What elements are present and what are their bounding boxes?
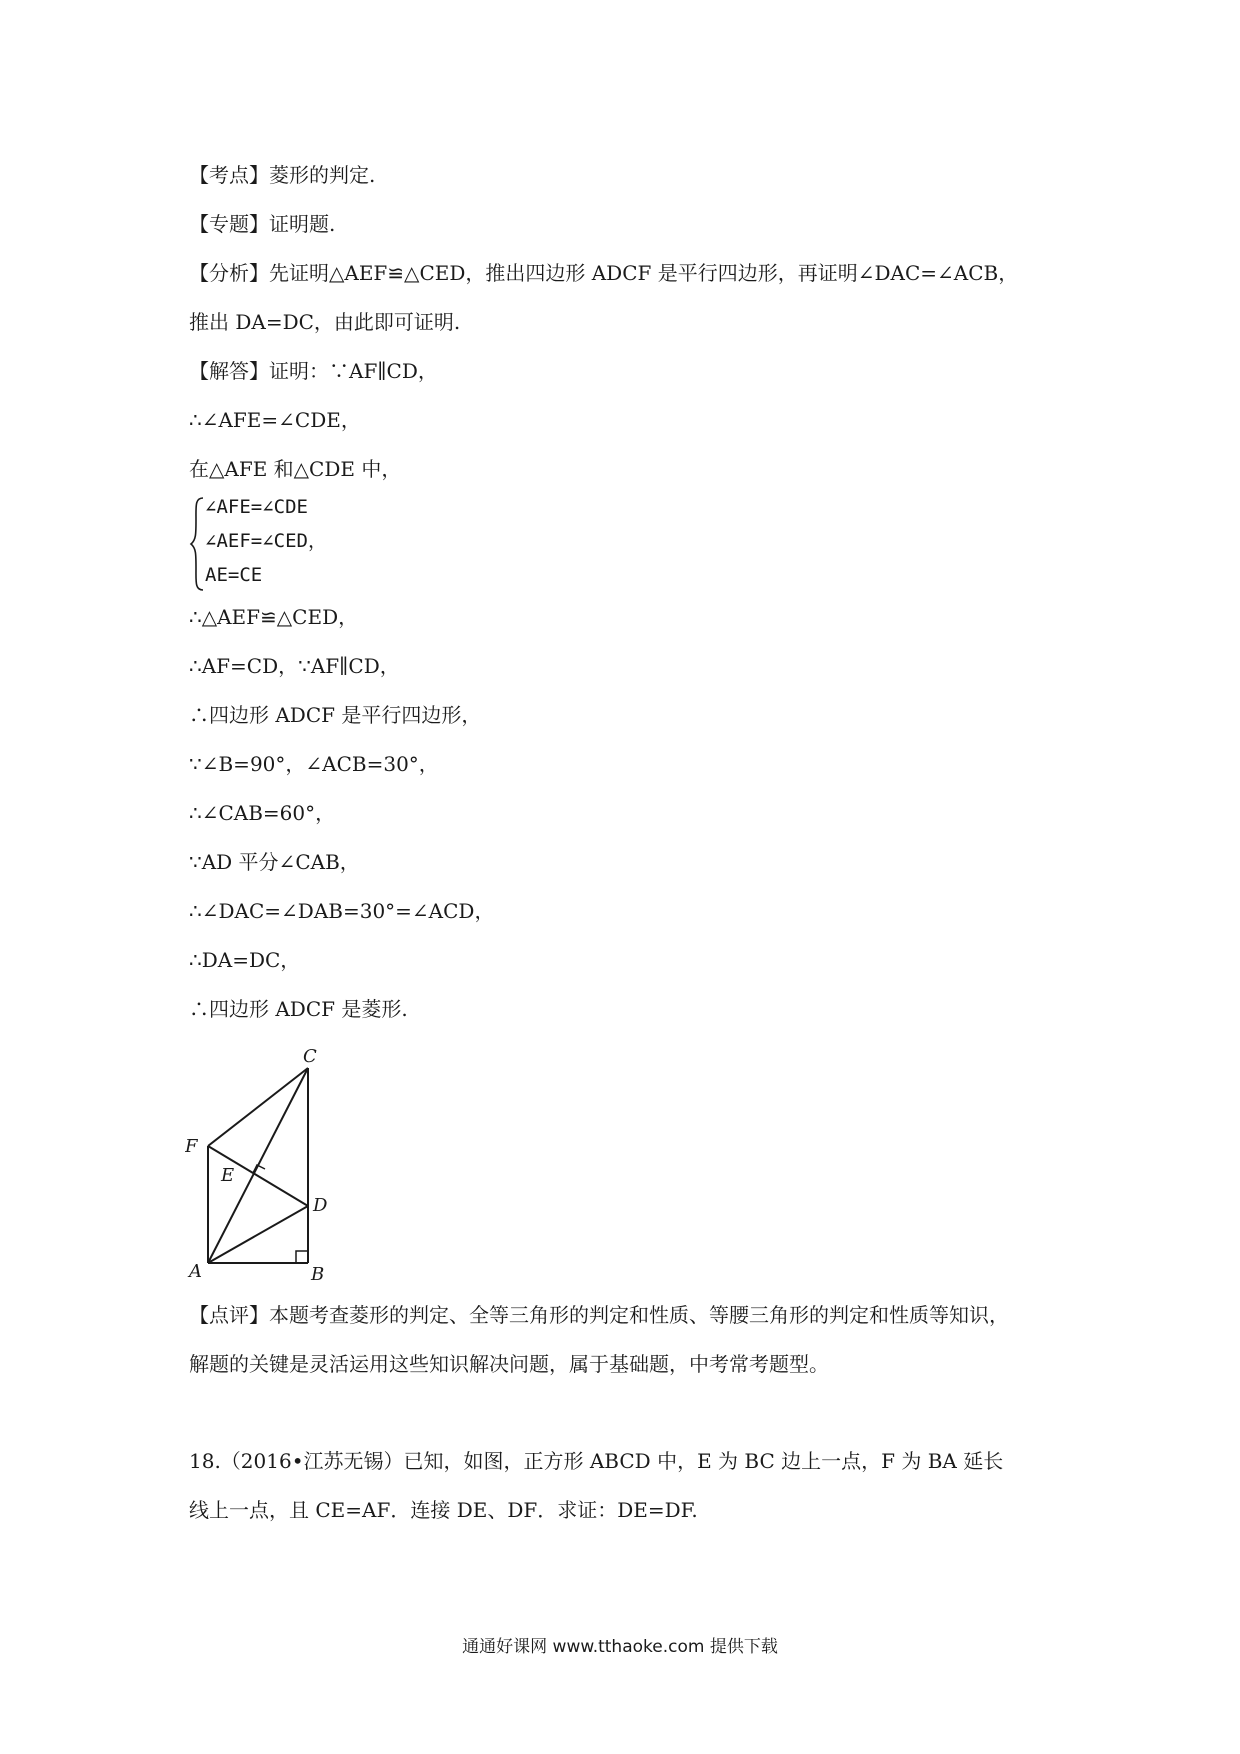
label-D: D [313,1195,328,1216]
proof-step-4: ∴AF=CD，∵AF∥CD， [189,654,400,678]
proof-step-1: ∴∠AFE=∠CDE， [189,408,361,432]
problem-18-line-2: 线上一点，且 CE=AF．连接 DE、DF．求证：DE=DF. [189,1498,698,1522]
label-C: C [303,1046,317,1067]
dianping-line-2: 解题的关键是灵活运用这些知识解决问题，属于基础题，中考常考题型。 [189,1352,829,1376]
problem-18-line-1: 18.（2016•江苏无锡）已知，如图，正方形 ABCD 中，E 为 BC 边上一点，F 为 BA 延长 [189,1449,1004,1473]
proof-step-10: ∴DA=DC， [189,948,301,972]
label-F: F [185,1136,198,1157]
label-B: B [311,1264,325,1285]
kaodian-line: 【考点】菱形的判定. [189,163,376,187]
system-line-3: AE=CE [205,564,263,586]
jieda-line: 【解答】证明：∵AF∥CD， [189,359,438,383]
proof-step-7: ∴∠CAB=60°， [189,801,336,825]
system-line-1: ∠AFE=∠CDE [205,496,308,518]
zhuanti-line: 【专题】证明题. [189,212,336,236]
proof-step-6: ∵∠B=90°，∠ACB=30°， [189,752,439,776]
proof-step-2: 在△AFE 和△CDE 中， [189,457,402,481]
dianping-line-1: 【点评】本题考查菱形的判定、全等三角形的判定和性质、等腰三角形的判定和性质等知识， [189,1303,1009,1327]
fenxi-line-2: 推出 DA=DC，由此即可证明. [189,310,461,334]
geometry-figure [185,1040,355,1290]
label-A: A [189,1261,202,1282]
footer-source: 通通好课网 www.tthaoke.com 提供下载 [462,1637,778,1657]
label-E: E [221,1165,235,1186]
equation-system [189,496,389,592]
proof-step-11: ∴四边形 ADCF 是菱形. [189,997,408,1021]
proof-step-3: ∴△AEF≌△CED， [189,605,359,629]
left-brace-icon [189,496,205,592]
proof-step-8: ∵AD 平分∠CAB， [189,850,360,874]
system-line-2: ∠AEF=∠CED， [205,530,327,552]
proof-step-5: ∴四边形 ADCF 是平行四边形， [189,703,482,727]
right-angle-mark-B [296,1251,308,1263]
proof-step-9: ∴∠DAC=∠DAB=30°=∠ACD， [189,899,495,923]
segment-FC [208,1068,308,1146]
fenxi-line-1: 【分析】先证明△AEF≌△CED，推出四边形 ADCF 是平行四边形，再证明∠DAC=∠ACB， [189,261,1019,285]
